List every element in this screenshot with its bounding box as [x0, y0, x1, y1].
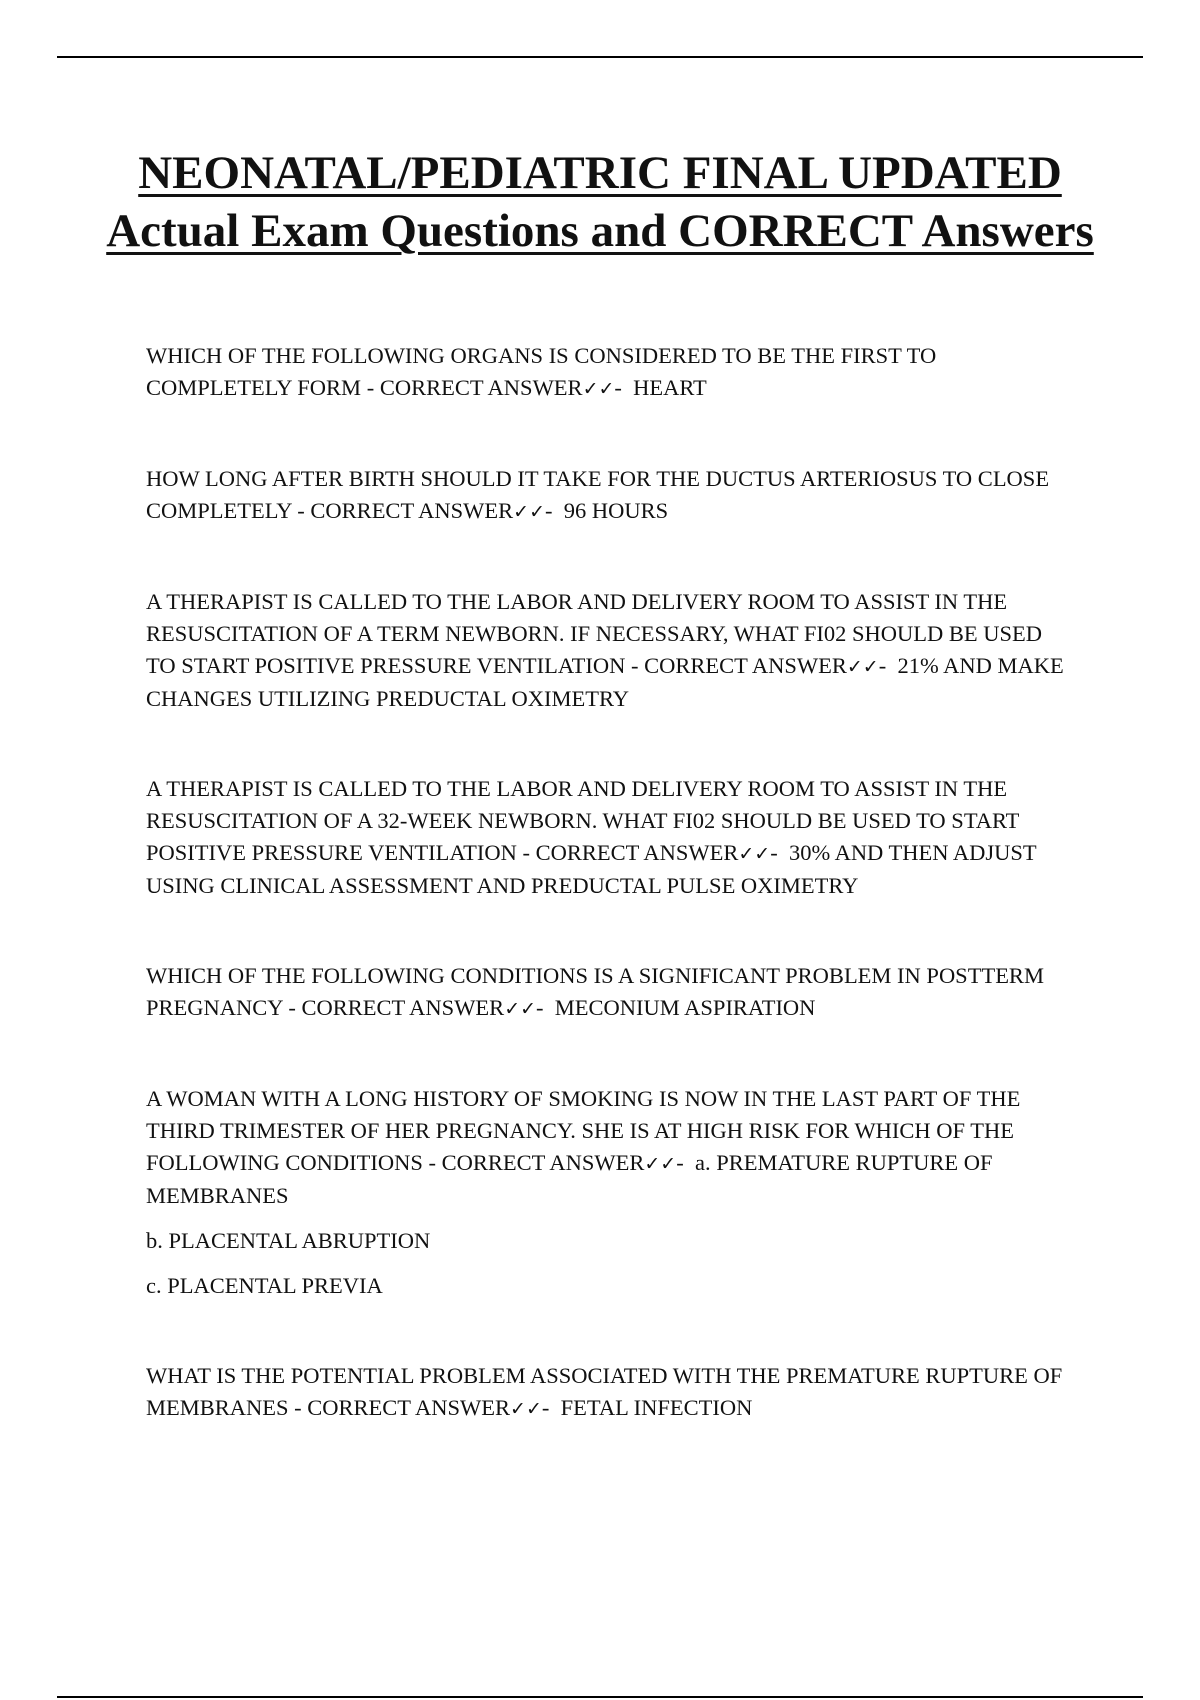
qa-text: A THERAPIST IS CALLED TO THE LABOR AND DELIVERY ROOM TO ASSIST IN THE RESUSCITATION OF A TERM NEWBORN. IF NECESSARY, WHAT FI02 SHOULD BE USED TO START POSITIVE PRESSURE VENTILATION - CORRECT ANSWER✓✓- 21% AND MAKE CHANGES UTILIZING PREDUCTAL OXIMETRY [146, 589, 1064, 711]
answer-text: FETAL INFECTION [560, 1395, 753, 1420]
answer-marker: CORRECT ANSWER [535, 840, 739, 865]
qa-text: A THERAPIST IS CALLED TO THE LABOR AND DELIVERY ROOM TO ASSIST IN THE RESUSCITATION OF A 32-WEEK NEWBORN. WHAT FI02 SHOULD BE USED TO START POSITIVE PRESSURE VENTILATION - CORRECT ANSWER✓✓- 30% AND THEN ADJUST USING CLINICAL ASSESSMENT AND PREDUCTAL PULSE OXIMETRY [146, 776, 1037, 898]
qa-text: HOW LONG AFTER BIRTH SHOULD IT TAKE FOR THE DUCTUS ARTERIOSUS TO CLOSE COMPLETELY - CORRECT ANSWER✓✓- 96 HOURS [146, 466, 1050, 523]
qa-item [146, 1083, 1066, 1302]
answer-marker: CORRECT ANSWER [310, 498, 514, 523]
top-rule [57, 56, 1143, 58]
question-text: WHICH OF THE FOLLOWING CONDITIONS IS A SIGNIFICANT PROBLEM IN POSTTERM PREGNANCY [146, 963, 1044, 1020]
question-text: WHICH OF THE FOLLOWING ORGANS IS CONSIDERED TO BE THE FIRST TO COMPLETELY FORM [146, 343, 937, 400]
qa-list [146, 340, 1066, 1483]
question-text: HOW LONG AFTER BIRTH SHOULD IT TAKE FOR THE DUCTUS ARTERIOSUS TO CLOSE COMPLETELY [146, 466, 1050, 523]
answer-option: b. PLACENTAL ABRUPTION [146, 1228, 431, 1253]
qa-text: WHICH OF THE FOLLOWING ORGANS IS CONSIDERED TO BE THE FIRST TO COMPLETELY FORM - CORRECT ANSWER✓✓- HEART [146, 343, 937, 400]
document-title: NEONATAL/PEDIATRIC FINAL UPDATED Actual Exam Questions and CORRECT Answers [106, 147, 1094, 257]
question-text: WHAT IS THE POTENTIAL PROBLEM ASSOCIATED WITH THE PREMATURE RUPTURE OF MEMBRANES [146, 1363, 1063, 1420]
answer-marker: CORRECT ANSWER [379, 375, 583, 400]
qa-item [146, 960, 1066, 1025]
answer-marker: CORRECT ANSWER [441, 1150, 645, 1175]
answer-text: HEART [633, 375, 707, 400]
check-marks-icon: ✓✓ [846, 656, 879, 678]
answer-marker: CORRECT ANSWER [301, 995, 505, 1020]
qa-text: WHAT IS THE POTENTIAL PROBLEM ASSOCIATED WITH THE PREMATURE RUPTURE OF MEMBRANES - CORRECT ANSWER✓✓- FETAL INFECTION [146, 1363, 1063, 1420]
check-marks-icon: ✓✓ [644, 1153, 677, 1175]
check-marks-icon: ✓✓ [513, 501, 546, 523]
answer-text: 21% AND MAKE CHANGES UTILIZING PREDUCTAL OXIMETRY [146, 653, 1064, 711]
answer-text: 96 HOURS [563, 498, 669, 523]
qa-item [146, 773, 1066, 902]
question-text: A THERAPIST IS CALLED TO THE LABOR AND DELIVERY ROOM TO ASSIST IN THE RESUSCITATION OF A 32-WEEK NEWBORN. WHAT FI02 SHOULD BE USED TO START POSITIVE PRESSURE VENTILATION [146, 776, 1020, 865]
answer-marker: CORRECT ANSWER [644, 653, 847, 678]
qa-item [146, 463, 1066, 528]
question-text: A THERAPIST IS CALLED TO THE LABOR AND DELIVERY ROOM TO ASSIST IN THE RESUSCITATION OF A TERM NEWBORN. IF NECESSARY, WHAT FI02 SHOULD BE USED TO START POSITIVE PRESSURE VENTILATION [146, 589, 1043, 678]
question-text: A WOMAN WITH A LONG HISTORY OF SMOKING IS NOW IN THE LAST PART OF THE THIRD TRIMESTER OF HER PREGNANCY. SHE IS AT HIGH RISK FOR WHICH OF THE FOLLOWING CONDITIONS [146, 1086, 1021, 1175]
qa-item [146, 1360, 1066, 1425]
qa-text: A WOMAN WITH A LONG HISTORY OF SMOKING IS NOW IN THE LAST PART OF THE THIRD TRIMESTER OF HER PREGNANCY. SHE IS AT HIGH RISK FOR WHICH OF THE FOLLOWING CONDITIONS - CORRECT ANSWER✓✓- a. PREMATURE RUPTURE OF MEMBRANES [146, 1086, 1021, 1208]
answer-text: MECONIUM ASPIRATION [554, 995, 816, 1020]
qa-item [146, 340, 1066, 405]
answer-marker: CORRECT ANSWER [307, 1395, 511, 1420]
check-marks-icon: ✓✓ [510, 1398, 542, 1420]
qa-text: WHICH OF THE FOLLOWING CONDITIONS IS A SIGNIFICANT PROBLEM IN POSTTERM PREGNANCY - CORRECT ANSWER✓✓- MECONIUM ASPIRATION [146, 963, 1044, 1020]
qa-item [146, 586, 1066, 715]
answer-text: 30% AND THEN ADJUST USING CLINICAL ASSESSMENT AND PREDUCTAL PULSE OXIMETRY [146, 840, 1037, 898]
answer-text: a. PREMATURE RUPTURE OF MEMBRANES [146, 1150, 993, 1208]
bottom-rule [57, 1696, 1143, 1698]
check-marks-icon: ✓✓ [738, 843, 771, 865]
check-marks-icon: ✓✓ [504, 998, 537, 1020]
check-marks-icon: ✓✓ [582, 378, 615, 400]
answer-option: c. PLACENTAL PREVIA [146, 1273, 383, 1298]
